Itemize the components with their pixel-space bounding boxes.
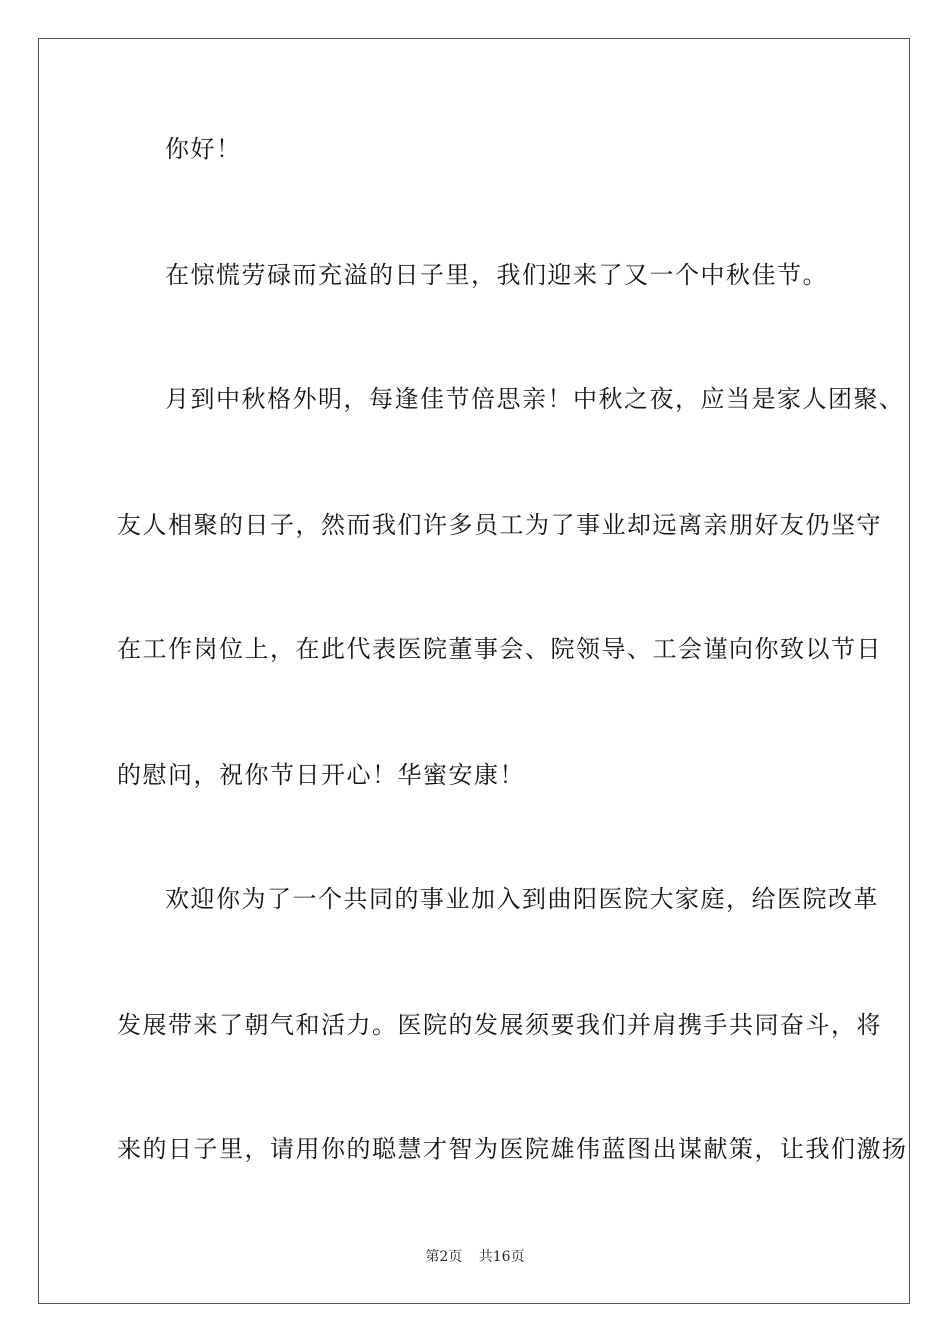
paragraph-3-line-1: 欢迎你为了一个共同的事业加入到曲阳医院大家庭，给医院改革 <box>165 885 879 913</box>
page-border <box>38 38 910 1304</box>
paragraph-2-line-2: 友人相聚的日子，然而我们许多员工为了事业却远离亲朋好友仍坚守 <box>117 511 882 539</box>
paragraph-3-line-3: 来的日子里，请用你的聪慧才智为医院雄伟蓝图出谋献策，让我们激扬 <box>117 1135 908 1163</box>
page-number-total: 共16页 <box>478 1249 525 1265</box>
paragraph-1-line-1: 在惊慌劳碌而充溢的日子里，我们迎来了又一个中秋佳节。 <box>165 261 828 289</box>
paragraph-2-line-3: 在工作岗位上，在此代表医院董事会、院领导、工会谨向你致以节日 <box>117 635 882 663</box>
greeting-line: 你好！ <box>165 135 242 163</box>
paragraph-2-line-1: 月到中秋格外明，每逢佳节倍思亲！中秋之夜，应当是家人团聚、 <box>165 385 905 413</box>
paragraph-2-line-4: 的慰问，祝你节日开心！华蜜安康！ <box>117 761 525 789</box>
paragraph-3-line-2: 发展带来了朝气和活力。医院的发展须要我们并肩携手共同奋斗，将 <box>117 1011 882 1039</box>
page-number-current: 第2页 <box>425 1249 463 1265</box>
page-footer <box>0 1248 950 1266</box>
